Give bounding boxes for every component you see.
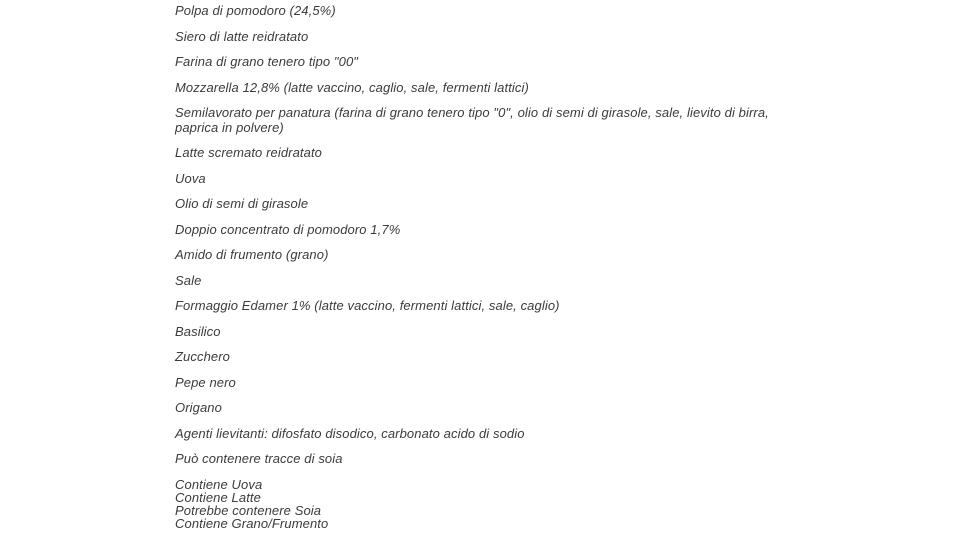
ingredient-line: Latte scremato reidratato <box>175 145 323 160</box>
ingredient-line: Uova <box>175 170 206 186</box>
allergen-line: Contiene Uova <box>175 476 263 492</box>
ingredient-line: Mozzarella 12,8% (latte vaccino, caglio, sale, fermenti lattici) <box>175 79 529 95</box>
ingredient-line: Doppio concentrato di pomodoro 1,7% <box>175 221 401 237</box>
ingredient-line: Siero di latte reidratato <box>175 28 309 44</box>
ingredient-line: Sale <box>175 272 202 288</box>
ingredient-line: Basilico <box>175 323 221 339</box>
ingredient-line: Pepe nero <box>175 374 236 390</box>
ingredient-line: Può contenere tracce di soia <box>175 451 343 466</box>
allergen-block <box>175 478 787 531</box>
ingredient-line: Farina di grano tenero tipo "00" <box>175 54 358 69</box>
ingredient-line: Polpa di pomodoro (24,5%) <box>175 3 336 18</box>
ingredient-list <box>175 4 787 530</box>
allergen-line: Contiene Grano/Frumento <box>175 516 329 532</box>
ingredient-line: Semilavorato per panatura (farina di grano tenero tipo "0", olio di semi di girasole, sale, lievito di birra, paprica in polvere) <box>175 105 769 135</box>
ingredient-line: Olio di semi di girasole <box>175 196 309 211</box>
ingredient-line: Zucchero <box>175 349 230 364</box>
allergen-line: Potrebbe contenere Soia <box>175 502 322 518</box>
ingredient-line: Amido di frumento (grano) <box>175 247 329 262</box>
ingredient-line: Agenti lievitanti: difosfato disodico, carbonato acido di sodio <box>175 425 525 441</box>
allergen-line: Contiene Latte <box>175 489 261 505</box>
ingredient-line: Origano <box>175 400 222 415</box>
ingredient-line: Formaggio Edamer 1% (latte vaccino, fermenti lattici, sale, caglio) <box>175 298 560 313</box>
